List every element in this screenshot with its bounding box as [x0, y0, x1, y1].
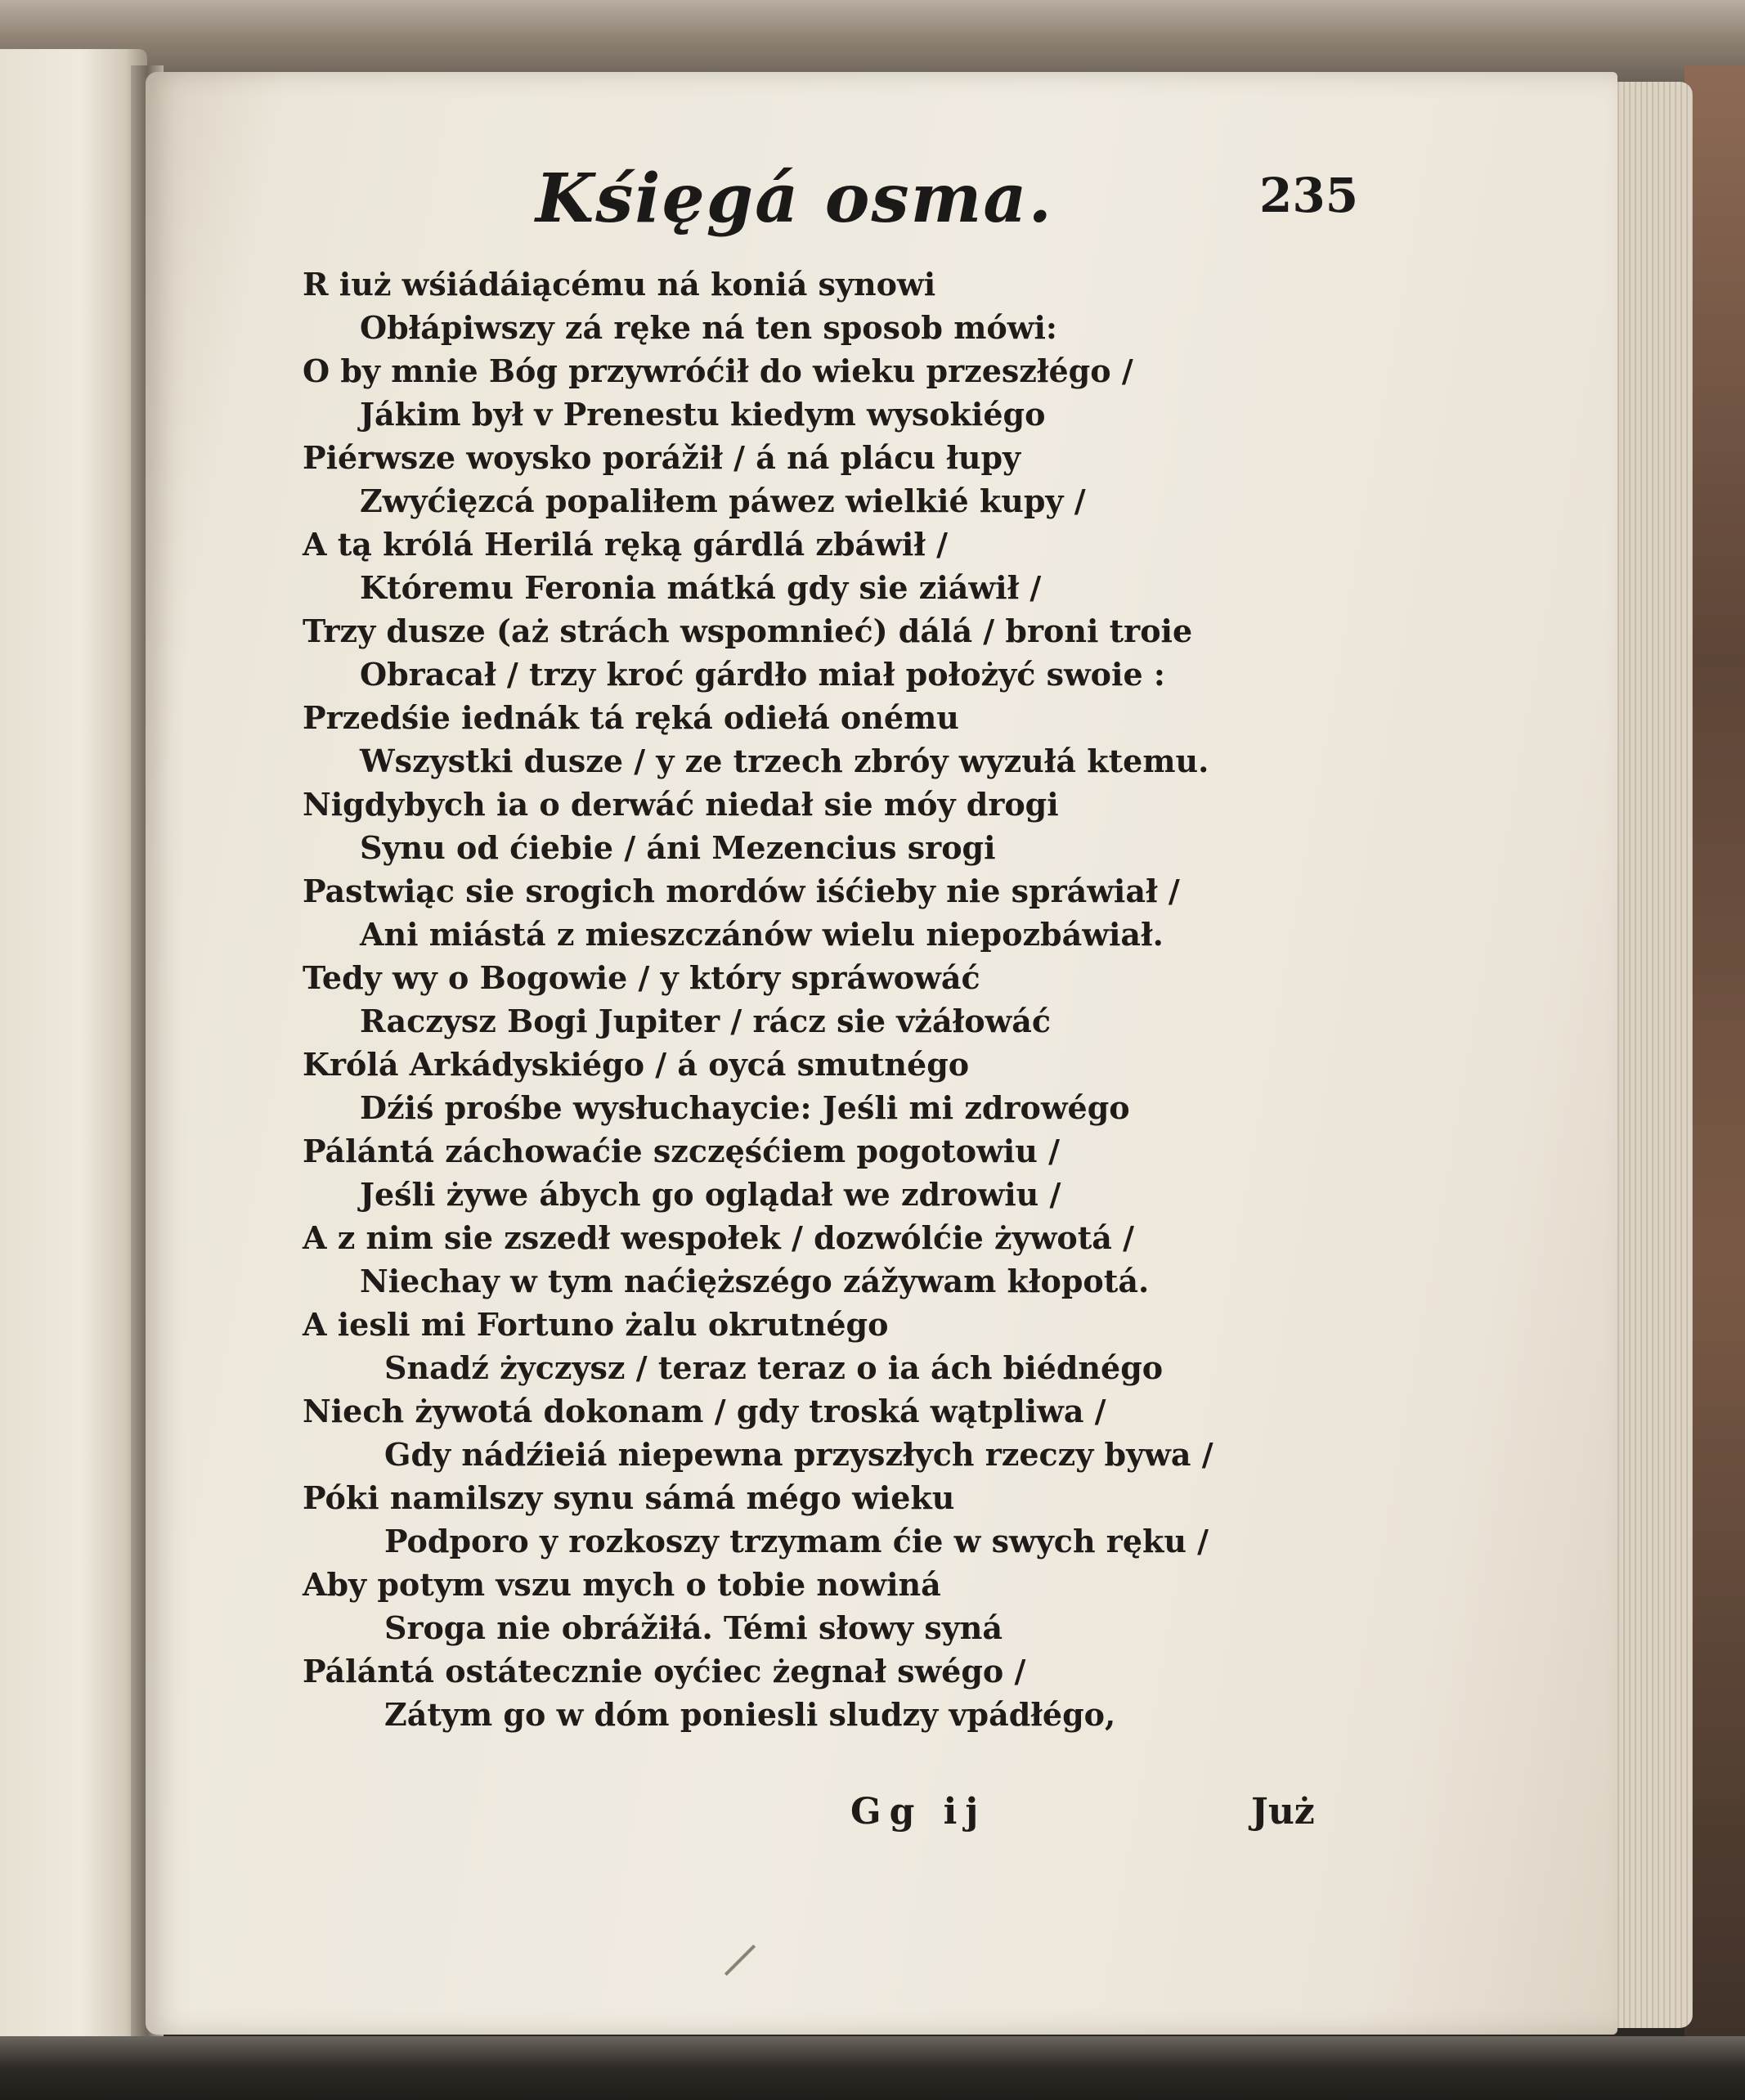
poem-line: Aby potym vszu mych o tobie nowiná [303, 1566, 941, 1603]
poem-line: Snadź życzysz / teraz teraz o ia ách biédnégo [384, 1349, 1164, 1386]
signature-mark: Gg ij [850, 1791, 987, 1833]
poem-line: Ani miástá z mieszczánów wielu niepozbáwiał. [360, 916, 1164, 953]
poem-line: Póki namilszy synu sámá mégo wieku [303, 1479, 955, 1516]
poem-line: Królá Arkádyskiégo / á oycá smutnégo [303, 1046, 970, 1083]
poem-line: Obłápiwszy zá ręke ná ten sposob mówi: [360, 309, 1057, 346]
poem-line: Raczysz Bogi Jupiter / rácz sie vżáłowáć [360, 1003, 1052, 1039]
poem-line: A tą królá Herilá ręką gárdlá zbáwił / [303, 526, 949, 563]
poem-line: Zwyćięzcá popaliłem páwez wielkié kupy / [360, 482, 1086, 519]
poem-line: Wszystki dusze / y ze trzech zbróy wyzułá ktemu. [360, 743, 1209, 779]
poem-line: Synu od ćiebie / áni Mezencius srogi [360, 829, 996, 866]
book-cover-edge [1684, 65, 1745, 2044]
poem-line: Pálántá záchowaćie szczęśćiem pogotowiu / [303, 1133, 1060, 1169]
page-header-title: Kśięgá osma. [536, 159, 1054, 238]
left-page-edge [0, 49, 147, 2044]
poem-line: Pastwiąc sie srogich mordów iśćieby nie spráwiał / [303, 873, 1180, 909]
page-number: 235 [1259, 168, 1359, 223]
poem-line: Sroga nie obrážiłá. Témi słowy syná [384, 1609, 1003, 1646]
poem-line: A iesli mi Fortuno żalu okrutnégo [303, 1306, 889, 1343]
poem-line: Obracał / trzy kroć gárdło miał położyć swoie : [360, 656, 1165, 693]
poem-line: Jákim był v Prenestu kiedym wysokiégo [360, 396, 1046, 433]
poem-line: Podporo y rozkoszy trzymam ćie w swych ręku / [384, 1523, 1209, 1559]
poem-line: Zátym go w dóm poniesli sludzy vpádłégo, [384, 1696, 1116, 1733]
poem-line: A z nim sie zszedł wespołek / dozwólćie żywotá / [303, 1219, 1135, 1256]
poem-line: Któremu Feronia mátká gdy sie ziáwił / [360, 569, 1042, 606]
poem-line: O by mnie Bóg przywróćił do wieku przeszłégo / [303, 352, 1133, 389]
poem-line: Niech żywotá dokonam / gdy troská wątpliwa / [303, 1393, 1106, 1429]
poem-line: Trzy dusze (aż strách wspomnieć) dálá / broni troie [303, 612, 1193, 649]
poem-line: R iuż wśiádáiącému ná koniá synowi [303, 266, 936, 303]
poem-line: Niechay w tym naćięższégo zážywam kłopotá. [360, 1263, 1150, 1299]
catchword: Już [1251, 1791, 1315, 1833]
poem-line: Pálántá ostátecznie oyćiec żegnał swégo / [303, 1653, 1026, 1689]
poem-line: Piérwsze woysko porážił / á ná plácu łupy [303, 439, 1021, 476]
poem-line: Nigdybych ia o derwáć niedał sie móy drogi [303, 786, 1059, 823]
poem-line: Przedśie iednák tá ręká odiełá onému [303, 699, 959, 736]
poem-line: Tedy wy o Bogowie / y który spráwowáć [303, 959, 980, 996]
background-bottom [0, 2036, 1745, 2100]
poem-line: Jeśli żywe ábych go oglądał we zdrowiu / [360, 1176, 1061, 1213]
poem-line: Gdy nádźieiá niepewna przyszłych rzeczy bywa / [384, 1436, 1213, 1473]
poem-line: Dźiś prośbe wysłuchaycie: Jeśli mi zdrowégo [360, 1089, 1130, 1126]
